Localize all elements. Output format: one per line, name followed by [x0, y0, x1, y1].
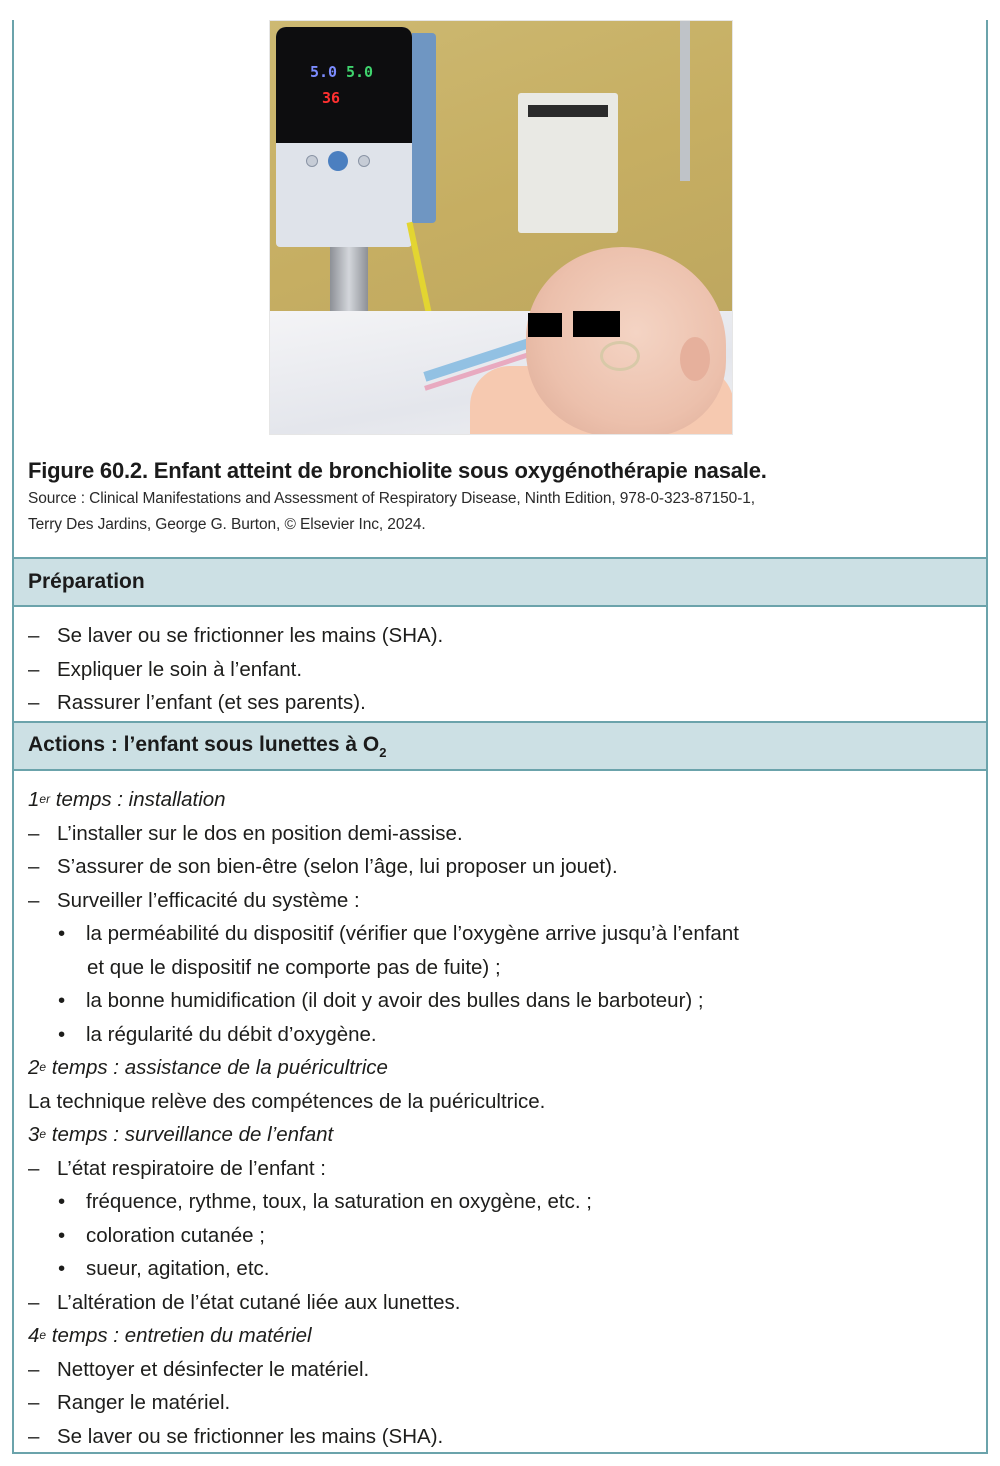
photo-device-knob [328, 151, 348, 171]
step-ordinal: 2 [28, 1056, 40, 1079]
bullet-marker: • [58, 989, 66, 1012]
list-item-text: la bonne humidification (il doit y avoir des bulles dans le barboteur) ; [86, 989, 704, 1012]
list-item-text: la perméabilité du dispositif (vérifier que l’oxygène arrive jusqu’à l’enfant [86, 922, 739, 945]
step-ordinal-suffix: e [39, 1127, 47, 1141]
bullet-marker: • [58, 1022, 66, 1046]
photo-nasal-cannula [600, 341, 640, 371]
list-item [28, 1386, 972, 1420]
dash-marker: – [28, 888, 40, 912]
dash-marker: – [28, 657, 40, 681]
photo-device-button-left [306, 155, 318, 167]
photo-iv-pole [680, 21, 690, 181]
sub-list-item [28, 1185, 972, 1219]
section-title [28, 733, 386, 760]
figure [14, 20, 986, 557]
sub-list-item [28, 1018, 972, 1052]
figure-title: Figure 60.2. Enfant atteint de bronchiolite sous oxygénothérapie nasale. [28, 458, 767, 483]
list-item [28, 1152, 972, 1186]
step-heading [28, 1319, 972, 1353]
sub-list-item [28, 1252, 972, 1286]
list-item [28, 1353, 972, 1387]
step-ordinal: 3 [28, 1123, 40, 1146]
figure-caption [28, 456, 966, 538]
section-title-text: Actions : l’enfant sous lunettes à O [28, 732, 380, 756]
list-item [28, 686, 972, 720]
step-ordinal-suffix: e [39, 1328, 47, 1342]
list-item-text: La technique relève des compétences de la puéricultrice. [28, 1089, 546, 1113]
figure-source-line: Source : Clinical Manifestations and Assessment of Respiratory Disease, Ninth Edition, 978-0-323-87150-1, [28, 490, 755, 507]
dash-marker: – [28, 691, 40, 714]
dash-marker: – [28, 1290, 40, 1314]
step-heading [28, 1118, 972, 1152]
list-item-text: Rassurer l’enfant (et ses parents). [57, 691, 366, 714]
dash-marker: – [28, 855, 40, 878]
step-label: temps : installation [50, 788, 226, 811]
photo-pump-label [528, 105, 608, 117]
step-ordinal-suffix: e [39, 1060, 47, 1074]
list-item-text: L’altération de l’état cutané liée aux lunettes. [57, 1290, 461, 1314]
photo-device-button-right [358, 155, 370, 167]
photo-device-side [412, 33, 436, 223]
list-item-text: L’état respiratoire de l’enfant : [57, 1156, 326, 1180]
bullet-marker: • [58, 922, 66, 945]
photo-oxygen-humidifier [276, 27, 412, 247]
figure-source-line: Terry Des Jardins, George G. Burton, © Elsevier Inc, 2024. [28, 516, 426, 533]
step-heading [28, 783, 972, 817]
list-item [28, 653, 972, 687]
list-item-text: Expliquer le soin à l’enfant. [57, 657, 303, 681]
list-item [28, 1286, 972, 1320]
bullet-marker: • [58, 1223, 66, 1247]
list-item-text: sueur, agitation, etc. [86, 1257, 270, 1280]
list-item [28, 619, 972, 653]
subscript-2: 2 [379, 744, 387, 760]
list-item-text: Se laver ou se frictionner les mains (SHA). [57, 624, 444, 647]
photo-device-screen [276, 27, 412, 143]
dash-marker: – [28, 1156, 40, 1180]
step-heading [28, 1051, 972, 1085]
bullet-marker: • [58, 1257, 66, 1280]
step-label: temps : entretien du matériel [46, 1324, 312, 1347]
list-item-text: et que le dispositif ne comporte pas de fuite) ; [87, 955, 501, 979]
dash-marker: – [28, 821, 40, 845]
photo-censor-bar [573, 311, 620, 337]
section-header-actions [14, 721, 986, 771]
procedure-sheet [12, 20, 988, 1454]
sub-list-item [28, 917, 972, 951]
paragraph [28, 1085, 972, 1119]
sub-list-item [28, 1219, 972, 1253]
list-item-text: Se laver ou se frictionner les mains (SHA). [57, 1424, 444, 1448]
list-item-text: Ranger le matériel. [57, 1391, 231, 1414]
list-item-text: fréquence, rythme, toux, la saturation en oxygène, etc. ; [86, 1190, 592, 1213]
dash-marker: – [28, 1424, 40, 1448]
actions-list [14, 771, 986, 1463]
photo-child-ear [680, 337, 710, 381]
step-ordinal: 1 [28, 788, 40, 811]
list-item-text: S’assurer de son bien-être (selon l’âge, lui proposer un jouet). [57, 855, 618, 878]
photo-readout-red: 36 [322, 89, 341, 107]
list-item-text: la régularité du débit d’oxygène. [86, 1022, 377, 1046]
list-item [28, 850, 972, 884]
dash-marker: – [28, 1391, 40, 1414]
list-item [28, 817, 972, 851]
photo-censor-bar [528, 313, 562, 337]
section-title: Préparation [28, 570, 145, 593]
step-ordinal: 4 [28, 1324, 40, 1347]
preparation-list [14, 607, 986, 721]
dash-marker: – [28, 1357, 40, 1381]
step-label: temps : assistance de la puéricultrice [46, 1056, 388, 1079]
bullet-marker: • [58, 1190, 66, 1213]
dash-marker: – [28, 624, 40, 647]
sub-list-item-continuation [28, 951, 972, 985]
photo-readout-blue: 5.0 [310, 63, 338, 81]
step-label: temps : surveillance de l’enfant [46, 1123, 334, 1146]
step-ordinal-suffix: er [39, 792, 51, 806]
list-item [28, 884, 972, 918]
section-header-preparation [14, 557, 986, 607]
sub-list-item [28, 984, 972, 1018]
photo-readout-green: 5.0 [346, 63, 374, 81]
list-item-text: Surveiller l’efficacité du système : [57, 888, 360, 912]
list-item-text: Nettoyer et désinfecter le matériel. [57, 1357, 370, 1381]
list-item [28, 1420, 972, 1454]
figure-photo [269, 20, 733, 435]
list-item-text: L’installer sur le dos en position demi-assise. [57, 821, 463, 845]
list-item-text: coloration cutanée ; [86, 1223, 265, 1247]
